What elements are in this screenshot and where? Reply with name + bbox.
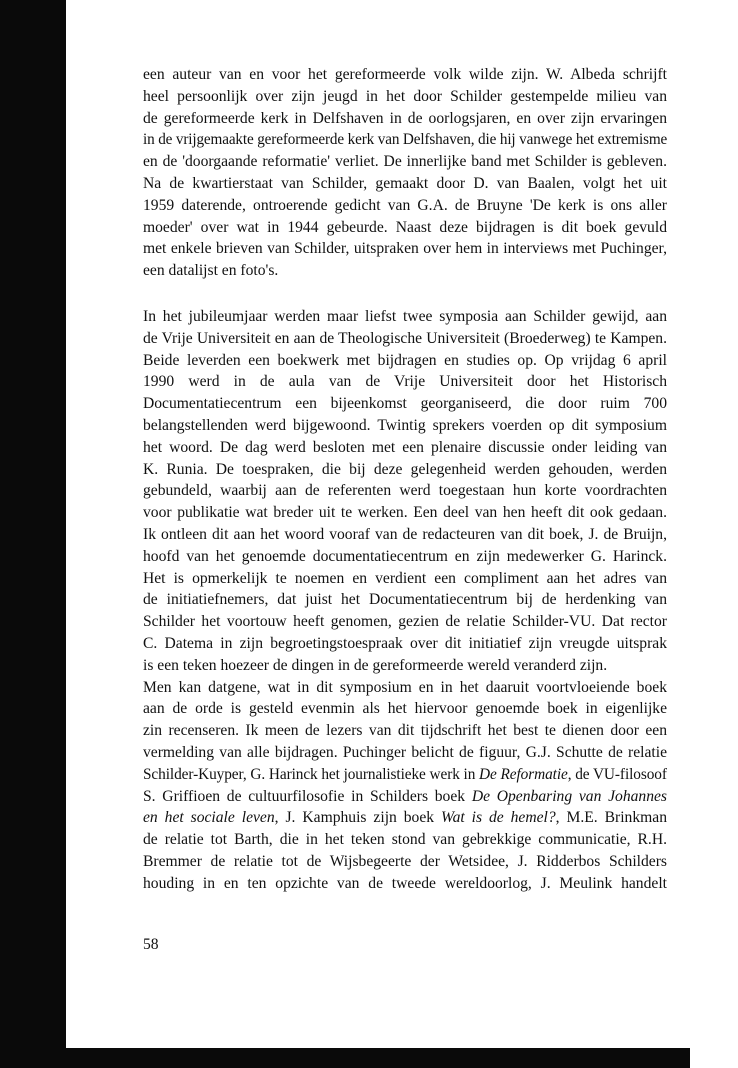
text-line: heel persoonlijk over zijn jeugd in het door Schilder gestempelde milieu van — [143, 87, 667, 105]
text-line: belangstellenden werd bijgewoond. Twintig sprekers voerden op dit symposium — [143, 416, 667, 434]
text-line: Bremmer de relatie tot de Wijsbegeerte der Wetsidee, J. Ridderbos Schilders — [143, 852, 667, 870]
text-line: C. Datema in zijn begroetingstoespraak over dit initiatief zijn vreugde uitsprak — [143, 634, 667, 652]
text-line: In het jubileumjaar werden maar liefst twee symposia aan Schilder gewijd, aan — [143, 308, 667, 325]
text-line: met enkele brieven van Schilder, uitspraken over hem in interviews met Puchinger, — [143, 240, 667, 258]
text-line: is een teken hoezeer de dingen in de gereformeerde wereld veranderd zijn. — [143, 656, 608, 674]
text-line: moeder' over wat in 1944 gebeurde. Naast deze bijdragen is dit boek gevuld — [143, 218, 667, 236]
text-line: de Vrije Universiteit en aan de Theologische Universiteit (Broederweg) te Kampen. — [143, 329, 667, 347]
text-line: een auteur van en voor het gereformeerde volk wilde zijn. W. Albeda schrijft — [143, 66, 667, 83]
scan-left-border — [0, 0, 66, 1068]
text-line: vermelding van alle bijdragen. Puchinger belicht de figuur, G.J. Schutte de relatie — [143, 743, 667, 761]
text-line: Schilder het voortouw heeft genomen, gezien de relatie Schilder-VU. Dat rector — [143, 613, 667, 631]
text-line: zin recenseren. Ik meen de lezers van dit tijdschrift het best te dienen door een — [143, 722, 667, 740]
text-line: Na de kwartierstaat van Schilder, gemaakt door D. van Baalen, volgt het uit — [143, 174, 667, 192]
paragraph-1 — [143, 64, 667, 282]
text-line: K. Runia. De toespraken, die bij deze gelegenheid werden gehouden, werden — [143, 460, 667, 478]
text-line: houding in en ten opzichte van de tweede wereldoorlog, J. Meulink handelt — [143, 874, 667, 892]
text-line: Beide leverden een boekwerk met bijdragen en studies op. Op vrijdag 6 april — [143, 351, 667, 369]
text-line: een datalijst en foto's. — [143, 262, 279, 280]
text-line: het woord. De dag werd besloten met een plenaire discussie onder leiding van — [143, 438, 667, 456]
text-line: 1990 werd in de aula van de Vrije Universiteit door het Historisch — [143, 373, 667, 391]
text-line: de gereformeerde kerk in Delfshaven in de oorlogsjaren, en over zijn ervaringen — [143, 109, 667, 127]
scan-bottom-border — [0, 1048, 690, 1068]
text-line: de relatie tot Barth, die in het teken stond van gebrekkige communicatie, R.H. — [143, 831, 667, 849]
text-line: 1959 daterende, ontroerende gedicht van G.A. de Bruyne 'De kerk is ons aller — [143, 196, 667, 214]
text-line: Documentatiecentrum een bijeenkomst georganiseerd, die door ruim 700 — [143, 395, 667, 413]
text-line: Men kan datgene, wat in dit symposium en in het daaruit voortvloeiende boek — [143, 678, 667, 696]
text-line: de initiatiefnemers, dat juist het Documentatiecentrum bij de herdenking van — [143, 591, 667, 609]
text-line: in de vrijgemaakte gereformeerde kerk van Delfshaven, die hij vanwege het extremisme — [143, 131, 668, 149]
text-line: Ik ontleen dit aan het woord vooraf van de redacteuren van dit boek, J. de Bruijn, — [143, 525, 667, 543]
text-line: gebundeld, waarbij aan de referenten werd toegestaan hun korte voordrachten — [143, 482, 667, 500]
text-line: aan de orde is gesteld evenmin als het hiervoor genoemde boek in eigenlijke — [143, 700, 667, 718]
text-line: Het is opmerkelijk te noemen en verdient een compliment aan het adres van — [143, 569, 667, 587]
page-number: 58 — [143, 936, 159, 953]
text-line: hoofd van het genoemde documentatiecentrum en zijn medewerker G. Harinck. — [143, 547, 667, 565]
text-line: Schilder-Kuyper, G. Harinck het journalistieke werk in De Reformatie, de VU-filosoof — [143, 765, 667, 783]
text-line: en het sociale leven, J. Kamphuis zijn boek Wat is de hemel?, M.E. Brinkman — [143, 809, 667, 827]
text-line: S. Griffioen de cultuurfilosofie in Schilders boek De Openbaring van Johannes — [143, 787, 668, 805]
paragraph-2 — [143, 306, 667, 895]
text-line: en de 'doorgaande reformatie' verliet. De innerlijke band met Schilder is gebleven. — [143, 153, 667, 171]
text-line: voor publikatie wat breder uit te werken. Een deel van hen heeft dit ook gedaan. — [143, 504, 667, 522]
